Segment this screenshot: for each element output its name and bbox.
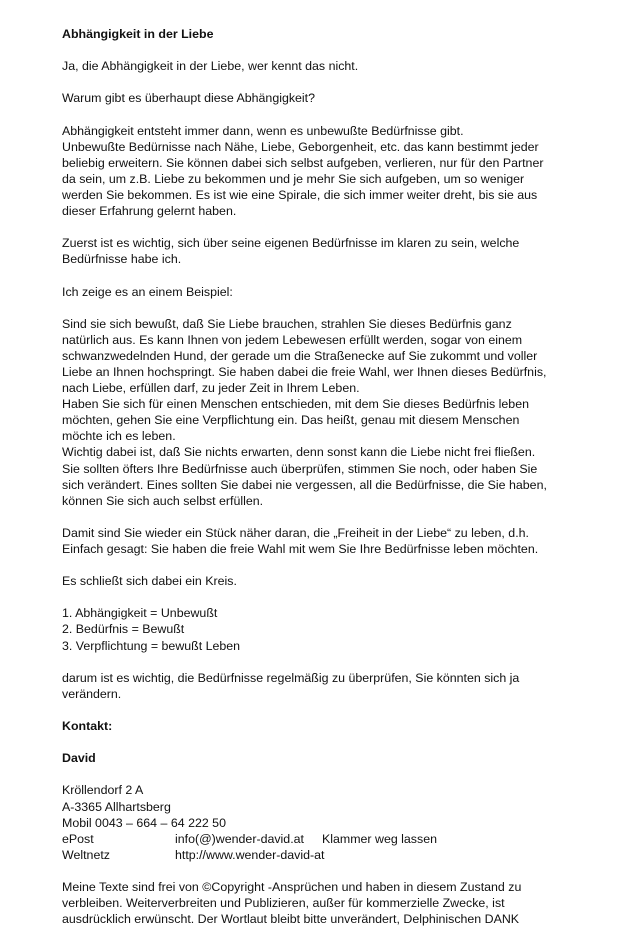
question-paragraph: Warum gibt es überhaupt diese Abhängigkeit? — [62, 91, 316, 106]
text-line: natürlich aus. Es kann Ihnen von jedem Lebewesen erfüllt werden, sogar von einem — [62, 332, 523, 347]
paragraph-6: Es schließt sich dabei ein Kreis. — [62, 574, 237, 589]
text-line: ausdrücklich erwünscht. Der Wortlaut bleibt bitte unverändert, Delphinischen DANK — [62, 912, 520, 927]
phone-line: Mobil 0043 – 664 – 64 222 50 — [62, 815, 226, 830]
paragraph-1 — [62, 123, 582, 220]
text-line: da sein, um z.B. Liebe zu bekommen und je mehr Sie sich aufgeben, um so weniger — [62, 171, 525, 186]
text-line: Meine Texte sind frei von ©Copyright -Ansprüchen und haben in diesem Zustand zu — [62, 879, 522, 894]
text-line: Einfach gesagt: Sie haben die freie Wahl mit wem Sie Ihre Bedürfnisse leben möchten. — [62, 542, 539, 556]
email-label: ePost — [62, 831, 94, 846]
paragraph-3: Ich zeige es an einem Beispiel: — [62, 284, 233, 299]
text-line: beliebig erweitern. Sie können dabei sich selbst aufgeben, verlieren, nur für den Partner — [62, 155, 544, 170]
paragraph-5 — [62, 525, 582, 557]
contact-details — [62, 782, 582, 862]
text-line: verändern. — [62, 686, 122, 701]
text-line: Unbewußte Bedürnisse nach Nähe, Liebe, Geborgenheit, etc. das kann bestimmt jeder — [62, 139, 539, 154]
website-label: Weltnetz — [62, 847, 110, 862]
document-title: Abhängigkeit in der Liebe — [62, 27, 214, 41]
text-line: werden Sie bekommen. Es ist wie eine Spirale, die sich immer weiter dreht, bis sie aus — [62, 187, 538, 202]
intro-paragraph: Ja, die Abhängigkeit in der Liebe, wer kennt das nicht. — [62, 59, 359, 74]
text-line: nach Liebe, erfüllen darf, zu jeder Zeit in Ihrem Leben. — [62, 381, 360, 396]
address-line: Kröllendorf 2 A — [62, 783, 144, 798]
text-line: darum ist es wichtig, die Bedürfnisse regelmäßig zu überprüfen, Sie könnten sich ja — [62, 670, 520, 685]
website-link[interactable]: http://www.wender-david-at — [175, 847, 325, 862]
contact-heading: Kontakt: — [62, 719, 113, 734]
contact-name: David — [62, 751, 96, 766]
text-line: Sind sie sich bewußt, daß Sie Liebe brauchen, strahlen Sie dieses Bedürfnis ganz — [62, 316, 512, 331]
website-row — [62, 847, 582, 863]
paragraph-2 — [62, 235, 582, 267]
numbered-list — [62, 605, 582, 653]
footer-copyright — [62, 879, 582, 927]
text-line: dieser Erfahrung gelernt haben. — [62, 204, 237, 219]
list-item: 3. Verpflichtung = bewußt Leben — [62, 638, 241, 653]
address-line: A-3365 Allhartsberg — [62, 799, 171, 814]
text-line: verbleiben. Weiterverbreiten und Publizieren, außer für kommerzielle Zwecke, ist — [62, 896, 505, 911]
text-line: sich verändert. Eines sollten Sie dabei nie vergessen, all die Bedürfnisse, die Sie haben, — [62, 477, 547, 492]
text-line: können Sie sich auch selbst erfüllen. — [62, 493, 264, 508]
document-page — [62, 26, 582, 943]
text-line: Haben Sie sich für einen Menschen entschieden, mit dem Sie dieses Bedürfnis leben — [62, 397, 529, 412]
text-line: Liebe an Ihnen hochspringt. Sie haben dabei die freie Wahl, wer Ihnen dieses Bedürfnis, — [62, 364, 547, 379]
text-line: Damit sind Sie wieder ein Stück näher daran, die „Freiheit in der Liebe“ zu leben, d.h. — [62, 525, 529, 540]
text-line: Wichtig dabei ist, daß Sie nichts erwarten, denn sonst kann die Liebe nicht frei fließen. — [62, 445, 536, 460]
list-item: 1. Abhängigkeit = Unbewußt — [62, 606, 218, 621]
paragraph-4 — [62, 316, 582, 509]
text-line: Abhängigkeit entsteht immer dann, wenn es unbewußte Bedürfnisse gibt. — [62, 123, 464, 138]
email-value[interactable]: info(@)wender-david.at — [175, 831, 304, 846]
text-line: Sie sollten öfters Ihre Bedürfnisse auch überprüfen, stimmen Sie noch, oder haben Sie — [62, 461, 538, 476]
list-item: 2. Bedürfnis = Bewußt — [62, 622, 185, 637]
email-note: Klammer weg lassen — [321, 831, 437, 846]
text-line: möchten, gehen Sie eine Verpflichtung ein. Das heißt, genau mit diesem Menschen — [62, 413, 520, 428]
email-row — [62, 831, 582, 847]
text-line: Bedürfnisse habe ich. — [62, 252, 182, 267]
text-line: Zuerst ist es wichtig, sich über seine eigenen Bedürfnisse im klaren zu sein, welche — [62, 236, 520, 251]
text-line: schwanzwedelnden Hund, der gerade um die Straßenecke auf Sie zukommt und voller — [62, 348, 538, 363]
paragraph-7 — [62, 670, 582, 702]
text-line: möchte ich es leben. — [62, 429, 176, 444]
